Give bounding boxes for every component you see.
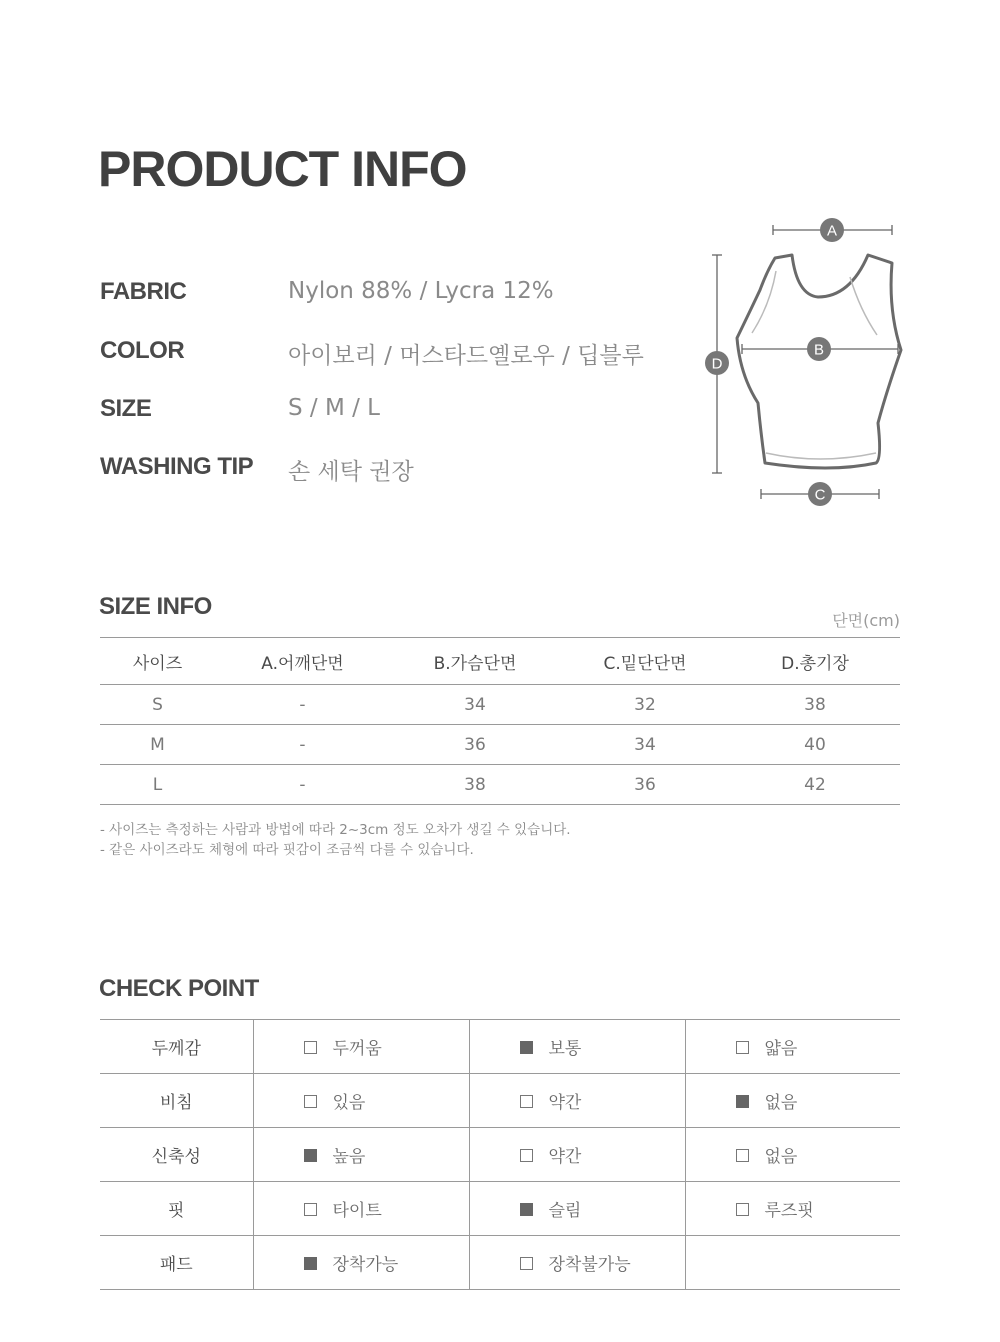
info-label: SIZE [100,395,152,422]
check-option [469,1182,685,1236]
table-row [100,725,900,765]
svg-text:B: B [813,341,825,359]
table-cell: 42 [730,765,900,805]
check-row-stretch [100,1128,900,1182]
table-cell: 38 [390,765,560,805]
header-cell: D.총기장 [730,638,900,685]
table-cell: 36 [560,765,730,805]
table-cell: M [100,725,215,765]
option-label: 슬림 [548,1201,582,1221]
header-cell: A.어깨단면 [215,638,390,685]
check-row-pad [100,1236,900,1290]
table-cell: - [215,765,390,805]
option-label: 없음 [764,1147,798,1167]
checkbox-empty-icon [736,1203,749,1216]
check-point-title: CHECK POINT [99,975,259,1002]
size-info-title: SIZE INFO [99,593,212,620]
size-table [100,637,900,805]
table-cell: - [215,685,390,725]
option-label: 두꺼움 [332,1039,382,1059]
unit-label: 단면(cm) [832,611,900,630]
header-cell: B.가슴단면 [390,638,560,685]
check-option [253,1182,469,1236]
info-label: COLOR [100,337,185,364]
garment-measurement-diagram [700,215,915,510]
check-option [469,1236,685,1290]
svg-text:D: D [711,355,723,373]
check-option [469,1020,685,1074]
checkbox-empty-icon [520,1257,533,1270]
table-cell: 34 [390,685,560,725]
page-title: PRODUCT INFO [98,141,467,197]
check-option [253,1236,469,1290]
option-label: 루즈핏 [764,1201,814,1221]
check-row-thickness [100,1020,900,1074]
check-label: 두께감 [100,1020,253,1074]
check-option [253,1128,469,1182]
check-label: 비침 [100,1074,253,1128]
table-cell: 34 [560,725,730,765]
check-label: 패드 [100,1236,253,1290]
info-value: S / M / L [288,395,380,421]
option-label: 약간 [548,1093,582,1113]
svg-text:A: A [826,222,838,240]
option-label: 약간 [548,1147,582,1167]
checkbox-empty-icon [736,1149,749,1162]
size-table-header [100,638,900,685]
table-cell: - [215,725,390,765]
checkbox-empty-icon [304,1095,317,1108]
check-option [253,1020,469,1074]
marker-c [808,482,832,506]
checkbox-filled-icon [736,1095,749,1108]
option-label: 얇음 [764,1039,798,1059]
info-label: FABRIC [100,278,187,305]
table-cell: 40 [730,725,900,765]
check-row-sheerness [100,1074,900,1128]
svg-text:C: C [814,486,826,504]
check-option [253,1074,469,1128]
marker-b [807,337,831,361]
option-label: 타이트 [332,1201,382,1221]
info-value: 아이보리 / 머스타드옐로우 / 딥블루 [288,343,644,369]
info-label: WASHING TIP [100,453,254,480]
option-label: 보통 [548,1039,582,1059]
size-notes [100,820,571,860]
table-row [100,685,900,725]
check-option [685,1182,900,1236]
table-cell: 38 [730,685,900,725]
info-value: 손 세탁 권장 [288,459,414,485]
check-option [685,1128,900,1182]
check-label: 신축성 [100,1128,253,1182]
check-option-empty [685,1236,900,1290]
table-cell: 36 [390,725,560,765]
option-label: 장착불가능 [548,1255,631,1275]
header-cell: 사이즈 [100,638,215,685]
checkbox-empty-icon [520,1149,533,1162]
checkbox-empty-icon [304,1041,317,1054]
note-line: - 같은 사이즈라도 체형에 따라 핏감이 조금씩 다를 수 있습니다. [100,842,474,858]
check-row-fit [100,1182,900,1236]
option-label: 높음 [332,1147,366,1167]
checkbox-empty-icon [736,1041,749,1054]
option-label: 장착가능 [332,1255,399,1275]
tank-top-seams [752,271,877,459]
table-cell: S [100,685,215,725]
check-point-table [100,1019,900,1290]
check-option [685,1020,900,1074]
checkbox-filled-icon [304,1257,317,1270]
table-cell: 32 [560,685,730,725]
table-cell: L [100,765,215,805]
table-row [100,765,900,805]
checkbox-empty-icon [304,1203,317,1216]
header-cell: C.밑단단면 [560,638,730,685]
option-label: 없음 [764,1093,798,1113]
checkbox-filled-icon [520,1041,533,1054]
option-label: 있음 [332,1093,366,1113]
marker-d [705,351,729,375]
marker-a [820,218,844,242]
checkbox-empty-icon [520,1095,533,1108]
tank-top-outline [737,255,901,468]
check-label: 핏 [100,1182,253,1236]
check-option [685,1074,900,1128]
checkbox-filled-icon [304,1149,317,1162]
note-line: - 사이즈는 측정하는 사람과 방법에 따라 2~3cm 정도 오차가 생길 수 있습니다. [100,822,571,838]
checkbox-filled-icon [520,1203,533,1216]
check-option [469,1074,685,1128]
check-option [469,1128,685,1182]
info-value: Nylon 88% / Lycra 12% [288,278,554,304]
